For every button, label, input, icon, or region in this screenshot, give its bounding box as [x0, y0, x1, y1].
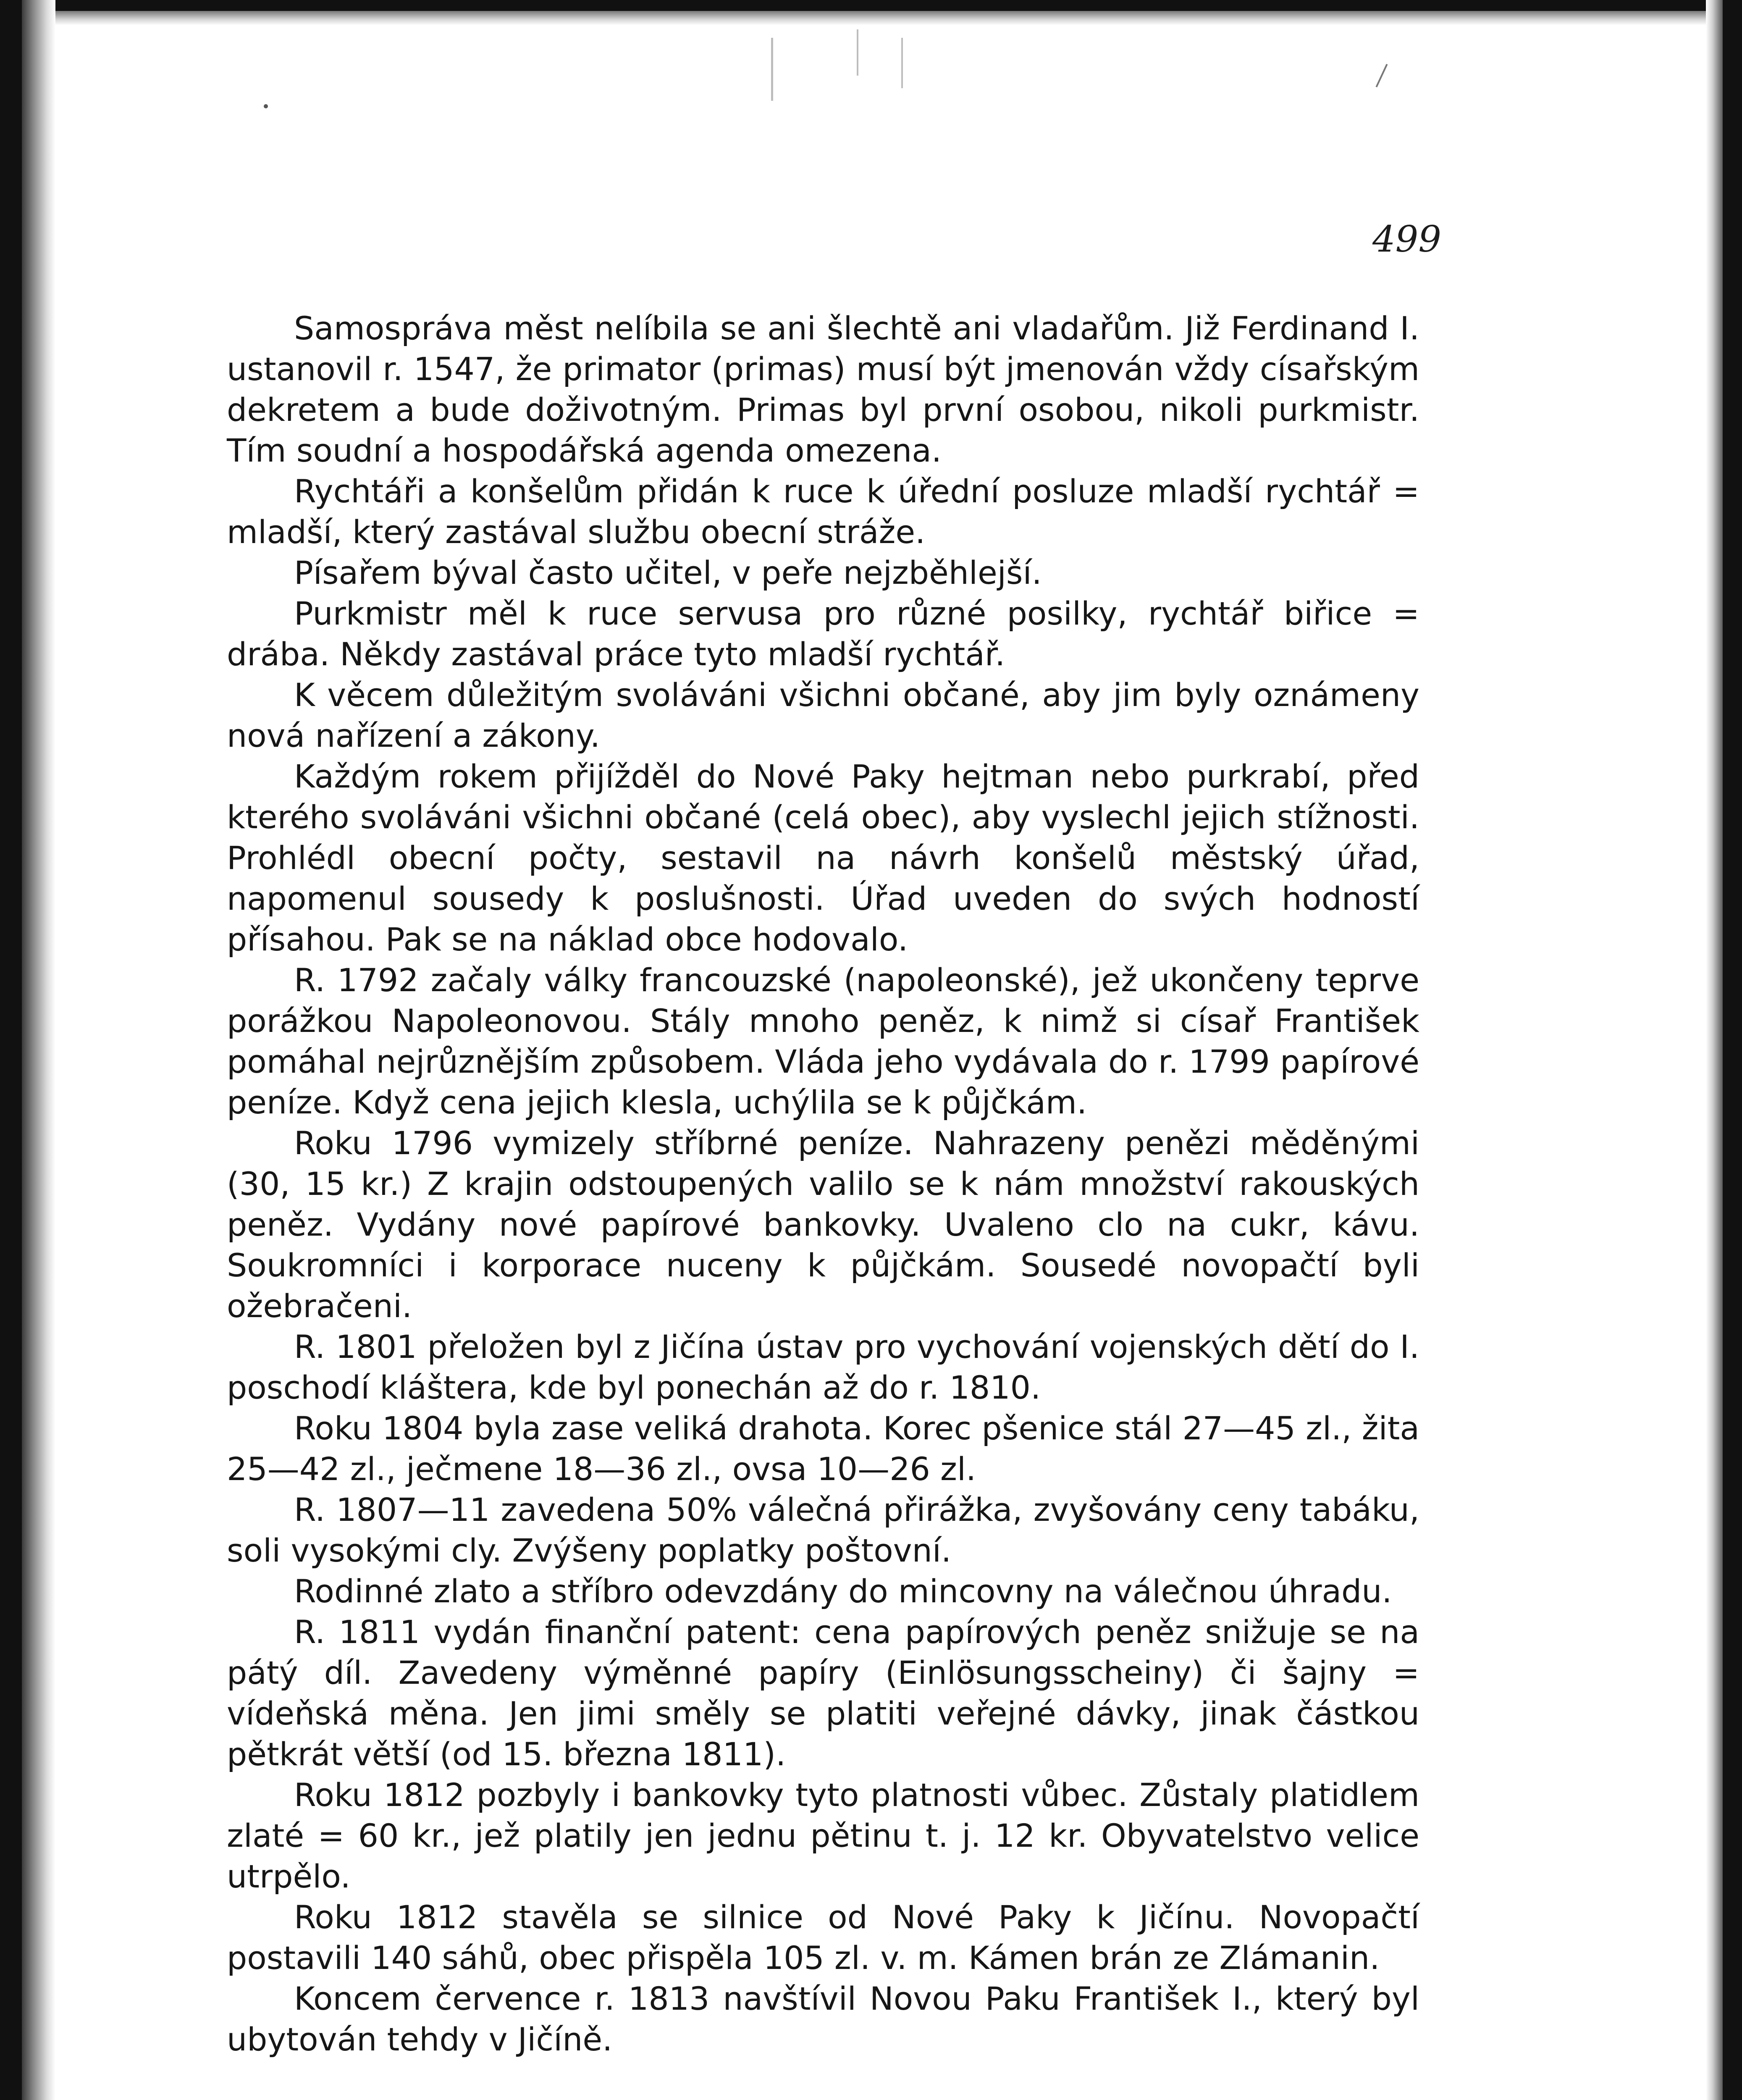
paragraph-citizens-assembly: K věcem důležitým svoláváni všichni občané, aby jim byly oznámeny nová nařízení a zákony.	[227, 676, 1419, 754]
paragraph-1801: R. 1801 přeložen byl z Jičína ústav pro vychování vojenských dětí do I. poschodí kláštera, kde byl ponechán až do r. 1810.	[227, 1328, 1419, 1406]
scan-border-right	[1723, 0, 1742, 2100]
paragraph-1812-banknotes: Roku 1812 pozbyly i bankovky tyto platnosti vůbec. Zůstaly platidlem zlaté = 60 kr., jež platily jen jednu pětinu t. j. 12 kr. Obyvatelstvo velice utrpělo.	[227, 1776, 1419, 1895]
scan-artifact-line	[771, 38, 773, 101]
page-body	[227, 308, 1419, 2060]
scan-border-top	[0, 0, 1742, 11]
scan-artifact-dot	[264, 104, 268, 108]
scan-shadow-right	[1706, 0, 1723, 2100]
paragraph-gold-silver: Rodinné zlato a stříbro odevzdány do mincovny na válečnou úhradu.	[294, 1572, 1392, 1610]
paragraph-junior-reeve: Rychtáři a konšelům přidán k ruce k úřední posluze mladší rychtář = mladší, který zastával službu obecní stráže.	[227, 472, 1419, 551]
paragraph-1804: Roku 1804 byla zase veliká drahota. Korec pšenice stál 27—45 zl., žita 25—42 zl., ječmene 18—36 zl., ovsa 10—26 zl.	[227, 1410, 1419, 1488]
paragraph-1796: Roku 1796 vymizely stříbrné peníze. Nahrazeny penězi měděnými (30, 15 kr.) Z krajin odstoupených valilo se k nám množství rakouských peněz. Vydány nové papírové bankovky. Uvaleno clo na cukr, kávu. Soukromníci i korporace nuceny k půjčkám. Sousedé novopačtí byli ožebračeni.	[227, 1124, 1419, 1325]
paragraph-scribe: Písařem býval často učitel, v peře nejzběhlejší.	[294, 554, 1042, 591]
scan-shadow-left	[22, 0, 55, 2100]
paragraph-1813-visit: Koncem července r. 1813 navštívil Novou Paku František I., který byl ubytován tehdy v Jičíně.	[227, 1980, 1419, 2058]
paragraph-1811-patent: R. 1811 vydán finanční patent: cena papírových peněz snižuje se na pátý díl. Zavedeny výměnné papíry (Einlösungsscheiny) či šajny = vídeňská měna. Jen jimi směly se platiti veřejné dávky, jinak částkou pětkrát větší (od 15. března 1811).	[227, 1613, 1419, 1773]
paragraph-mayor-servant: Purkmistr měl k ruce servusa pro různé posilky, rychtář biřice = drába. Někdy zastával práce tyto mladší rychtář.	[227, 595, 1419, 673]
paragraph-french-wars: R. 1792 začaly války francouzské (napoleonské), jež ukončeny teprve porážkou Napoleonovou. Stály mnoho peněz, k nimž si císař František pomáhal nejrůznějším způsobem. Vláda jeho vydávala do r. 1799 papírové peníze. Když cena jejich klesla, uchýlila se k půjčkám.	[227, 961, 1419, 1121]
scan-artifact-mark	[1376, 64, 1388, 87]
paragraph-self-government: Samospráva měst nelíbila se ani šlechtě ani vladařům. Již Ferdinand I. ustanovil r. 1547, že primator (primas) musí být jmenován vždy císařským dekretem a bude doživotným. Primas byl první osobou, nikoli purkmistr. Tím soudní a hospodářská agenda omezena.	[227, 310, 1419, 469]
page-number: 499	[1372, 218, 1441, 260]
paragraph-1807: R. 1807—11 zavedena 50% válečná přirážka, zvyšovány ceny tabáku, soli vysokými cly. Zvýšeny poplatky poštovní.	[227, 1491, 1419, 1569]
scan-artifact-line	[901, 38, 903, 88]
scan-border-left	[0, 0, 22, 2100]
scan-shadow-top	[22, 11, 1723, 25]
paragraph-1812-road: Roku 1812 stavěla se silnice od Nové Paky k Jičínu. Novopačtí postavili 140 sáhů, obec přispěla 105 zl. v. m. Kámen brán ze Zlámanin.	[227, 1898, 1419, 1977]
paragraph-annual-visit: Každým rokem přijížděl do Nové Paky hejtman nebo purkrabí, před kterého svoláváni všichni občané (celá obec), aby vyslechl jejich stížnosti. Prohlédl obecní počty, sestavil na návrh konšelů městský úřad, napomenul sousedy k poslušnosti. Úřad uveden do svých hodností přísahou. Pak se na náklad obce hodovalo.	[227, 758, 1419, 958]
scan-artifact-line	[857, 29, 858, 76]
